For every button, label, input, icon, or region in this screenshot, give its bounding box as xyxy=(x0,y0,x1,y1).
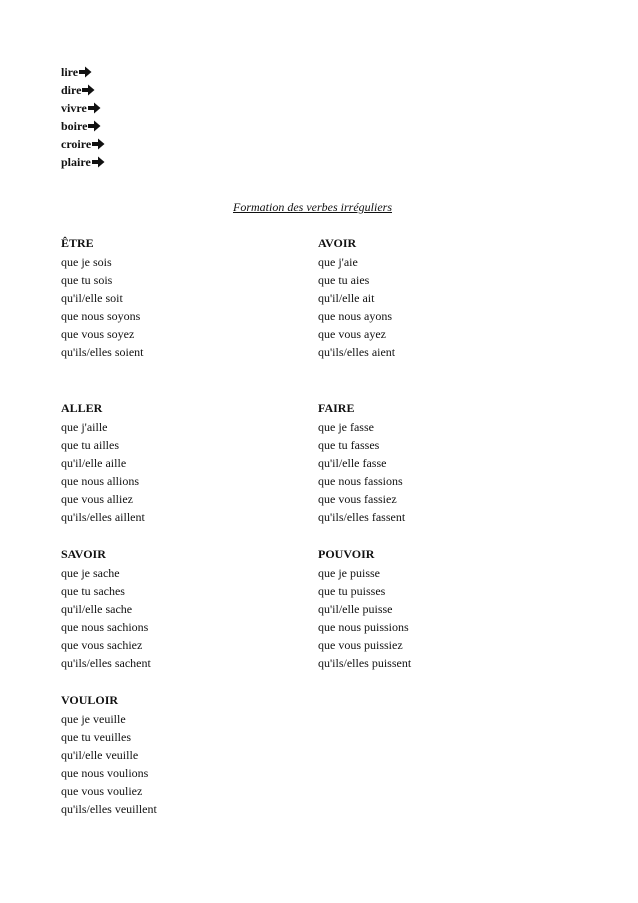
conjugation-line: que j'aie xyxy=(318,255,358,269)
conjugation-line: qu'il/elle sache xyxy=(61,602,133,616)
conjugation-line: que tu fasses xyxy=(318,438,380,452)
right-arrow-icon xyxy=(88,120,101,132)
verb-label: dire xyxy=(61,83,82,97)
conjugation-line: qu'il/elle aille xyxy=(61,456,127,470)
conjugation-line: que tu ailles xyxy=(61,438,119,452)
verb-row xyxy=(61,135,105,153)
conjugation-block-vouloir xyxy=(61,690,157,818)
verb-row xyxy=(61,81,105,99)
verb-title: AVOIR xyxy=(318,236,357,250)
conjugation-line: que vous sachiez xyxy=(61,638,143,652)
conjugation-line: que nous puissions xyxy=(318,620,409,634)
verb-title: SAVOIR xyxy=(61,547,106,561)
conjugation-line: que j'aille xyxy=(61,420,108,434)
section-heading: Formation des verbes irréguliers xyxy=(233,200,392,214)
conjugation-line: qu'il/elle fasse xyxy=(318,456,387,470)
verb-title: ÊTRE xyxy=(61,236,94,250)
conjugation-line: que je sache xyxy=(61,566,120,580)
conjugation-block-pouvoir xyxy=(318,544,411,672)
conjugation-line: que je veuille xyxy=(61,712,126,726)
conjugation-line: qu'ils/elles sachent xyxy=(61,656,151,670)
conjugation-block-savoir xyxy=(61,544,151,672)
conjugation-line: que vous ayez xyxy=(318,327,386,341)
conjugation-line: qu'il/elle puisse xyxy=(318,602,393,616)
conjugation-line: que vous soyez xyxy=(61,327,135,341)
verb-row xyxy=(61,117,105,135)
verb-label: plaire xyxy=(61,155,91,169)
conjugation-line: qu'ils/elles aient xyxy=(318,345,396,359)
verb-title: POUVOIR xyxy=(318,547,375,561)
conjugation-line: que nous fassions xyxy=(318,474,403,488)
verb-label: boire xyxy=(61,119,88,133)
conjugation-line: que vous puissiez xyxy=(318,638,403,652)
right-arrow-icon xyxy=(88,102,101,114)
conjugation-block-aller xyxy=(61,398,145,526)
right-arrow-icon xyxy=(79,66,92,78)
conjugation-line: que vous vouliez xyxy=(61,784,143,798)
conjugation-line: qu'ils/elles fassent xyxy=(318,510,406,524)
conjugation-block-faire xyxy=(318,398,405,526)
conjugation-line: que tu sois xyxy=(61,273,113,287)
conjugation-line: qu'ils/elles puissent xyxy=(318,656,412,670)
conjugation-line: que nous soyons xyxy=(61,309,141,323)
conjugation-line: que tu aies xyxy=(318,273,370,287)
conjugation-line: que je fasse xyxy=(318,420,374,434)
verb-title: VOULOIR xyxy=(61,693,119,707)
verb-row xyxy=(61,63,105,81)
right-arrow-icon xyxy=(92,156,105,168)
verb-row xyxy=(61,99,105,117)
conjugation-block-avoir xyxy=(318,233,395,361)
verb-title: FAIRE xyxy=(318,401,355,415)
verb-label: vivre xyxy=(61,101,87,115)
verb-label: croire xyxy=(61,137,92,151)
conjugation-line: que nous ayons xyxy=(318,309,392,323)
right-arrow-icon xyxy=(82,84,95,96)
verb-row xyxy=(61,153,105,171)
conjugation-line: que vous alliez xyxy=(61,492,133,506)
conjugation-line: qu'il/elle soit xyxy=(61,291,123,305)
conjugation-line: qu'ils/elles aillent xyxy=(61,510,145,524)
conjugation-line: qu'il/elle veuille xyxy=(61,748,139,762)
right-arrow-icon xyxy=(92,138,105,150)
conjugation-line: que nous sachions xyxy=(61,620,149,634)
conjugation-line: que je sois xyxy=(61,255,112,269)
verb-title: ALLER xyxy=(61,401,103,415)
conjugation-line: que tu saches xyxy=(61,584,125,598)
conjugation-line: que tu puisses xyxy=(318,584,386,598)
conjugation-line: que nous allions xyxy=(61,474,139,488)
conjugation-line: que nous voulions xyxy=(61,766,149,780)
conjugation-line: que tu veuilles xyxy=(61,730,131,744)
verb-list xyxy=(61,63,105,171)
conjugation-block-etre xyxy=(61,233,144,361)
conjugation-line: que je puisse xyxy=(318,566,380,580)
conjugation-line: que vous fassiez xyxy=(318,492,397,506)
conjugation-line: qu'ils/elles veuillent xyxy=(61,802,157,816)
conjugation-line: qu'il/elle ait xyxy=(318,291,375,305)
conjugation-line: qu'ils/elles soient xyxy=(61,345,144,359)
verb-label: lire xyxy=(61,65,79,79)
